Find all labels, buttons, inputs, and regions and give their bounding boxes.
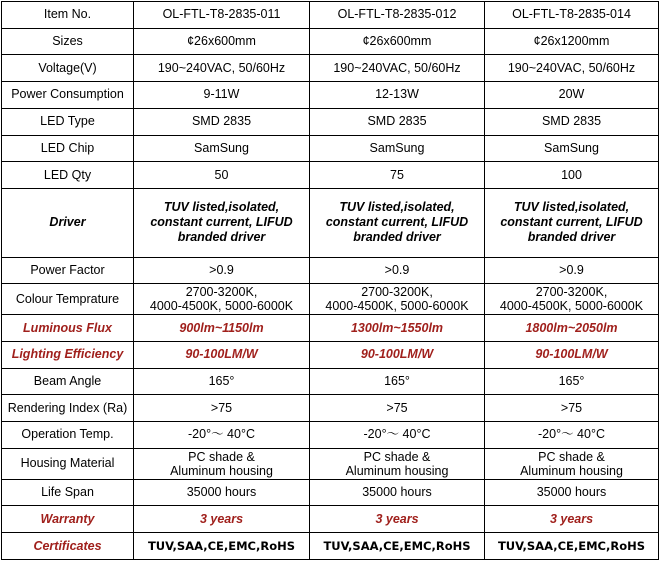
value-sizes-014: ¢26x1200mm bbox=[485, 28, 659, 55]
value-rendering-011: >75 bbox=[134, 395, 310, 422]
label-item-no: Item No. bbox=[2, 2, 134, 29]
driver-line: TUV listed,isolated, bbox=[339, 200, 455, 215]
value-housing-014 bbox=[485, 448, 659, 479]
row-power-factor bbox=[2, 257, 659, 284]
value-op-temp-012: -20°～ 40°C bbox=[310, 422, 485, 449]
row-beam-angle bbox=[2, 368, 659, 395]
driver-line: TUV listed,isolated, bbox=[513, 200, 630, 215]
row-power-consumption bbox=[2, 82, 659, 109]
driver-line: constant current, LIFUD bbox=[325, 215, 469, 230]
value-colour-temp-011 bbox=[134, 284, 310, 315]
value-led-type-011: SMD 2835 bbox=[134, 108, 310, 135]
row-led-chip bbox=[2, 135, 659, 162]
driver-line: TUV listed,isolated, bbox=[163, 200, 280, 215]
model-012: OL-FTL-T8-2835-012 bbox=[310, 2, 485, 29]
value-voltage-011: 190~240VAC, 50/60Hz bbox=[134, 55, 310, 82]
driver-line: branded driver bbox=[527, 230, 616, 245]
value-housing-011 bbox=[134, 448, 310, 479]
housing-line2: Aluminum housing bbox=[170, 463, 273, 478]
value-voltage-014: 190~240VAC, 50/60Hz bbox=[485, 55, 659, 82]
value-rendering-014: >75 bbox=[485, 395, 659, 422]
value-certificates-014: TUV,SAA,CE,EMC,RoHS bbox=[485, 533, 659, 560]
value-power-factor-014: >0.9 bbox=[485, 257, 659, 284]
driver-line: constant current, LIFUD bbox=[150, 215, 293, 230]
value-power-factor-011: >0.9 bbox=[134, 257, 310, 284]
value-led-qty-012: 75 bbox=[310, 162, 485, 189]
value-driver-012 bbox=[310, 188, 485, 257]
model-011: OL-FTL-T8-2835-011 bbox=[134, 2, 310, 29]
label-warranty: Warranty bbox=[2, 506, 134, 533]
value-driver-014 bbox=[485, 188, 659, 257]
label-lighting-efficiency: Lighting Efficiency bbox=[2, 342, 134, 369]
colour-temp-line1: 2700-3200K, bbox=[361, 285, 433, 300]
value-driver-011 bbox=[134, 188, 310, 257]
driver-line: constant current, LIFUD bbox=[500, 215, 643, 230]
value-life-span-014: 35000 hours bbox=[485, 479, 659, 506]
colour-temp-line2: 4000-4500K, 5000-6000K bbox=[149, 299, 294, 314]
value-beam-angle-014: 165° bbox=[485, 368, 659, 395]
value-flux-014: 1800lm~2050lm bbox=[485, 315, 659, 342]
label-led-type: LED Type bbox=[2, 108, 134, 135]
row-warranty bbox=[2, 506, 659, 533]
value-power-factor-012: >0.9 bbox=[310, 257, 485, 284]
value-housing-012 bbox=[310, 448, 485, 479]
colour-temp-line2: 4000-4500K, 5000-6000K bbox=[499, 299, 644, 314]
colour-temp-line1: 2700-3200K, bbox=[535, 285, 608, 300]
model-014: OL-FTL-T8-2835-014 bbox=[485, 2, 659, 29]
value-colour-temp-014 bbox=[485, 284, 659, 315]
value-rendering-012: >75 bbox=[310, 395, 485, 422]
row-rendering-index bbox=[2, 395, 659, 422]
housing-line1: PC shade & bbox=[363, 449, 431, 464]
label-rendering-index: Rendering Index (Ra) bbox=[2, 395, 134, 422]
row-luminous-flux bbox=[2, 315, 659, 342]
label-power-consumption: Power Consumption bbox=[2, 82, 134, 109]
row-driver bbox=[2, 188, 659, 257]
value-led-qty-011: 50 bbox=[134, 162, 310, 189]
label-operation-temp: Operation Temp. bbox=[2, 422, 134, 449]
value-beam-angle-011: 165° bbox=[134, 368, 310, 395]
label-led-chip: LED Chip bbox=[2, 135, 134, 162]
row-voltage bbox=[2, 55, 659, 82]
value-certificates-011: TUV,SAA,CE,EMC,RoHS bbox=[134, 533, 310, 560]
label-led-qty: LED Qty bbox=[2, 162, 134, 189]
value-power-012: 12-13W bbox=[310, 82, 485, 109]
label-certificates: Certificates bbox=[2, 533, 134, 560]
housing-line1: PC shade & bbox=[538, 449, 605, 464]
value-led-type-012: SMD 2835 bbox=[310, 108, 485, 135]
driver-line: branded driver bbox=[353, 230, 441, 245]
value-led-qty-014: 100 bbox=[485, 162, 659, 189]
label-luminous-flux: Luminous Flux bbox=[2, 315, 134, 342]
colour-temp-line1: 2700-3200K, bbox=[185, 285, 258, 300]
label-driver: Driver bbox=[2, 188, 134, 257]
housing-line1: PC shade & bbox=[188, 449, 255, 464]
driver-line: branded driver bbox=[177, 230, 266, 245]
value-colour-temp-012 bbox=[310, 284, 485, 315]
housing-line2: Aluminum housing bbox=[520, 463, 623, 478]
row-sizes bbox=[2, 28, 659, 55]
label-sizes: Sizes bbox=[2, 28, 134, 55]
label-power-factor: Power Factor bbox=[2, 257, 134, 284]
label-life-span: Life Span bbox=[2, 479, 134, 506]
row-led-qty bbox=[2, 162, 659, 189]
value-op-temp-014: -20°～ 40°C bbox=[485, 422, 659, 449]
value-beam-angle-012: 165° bbox=[310, 368, 485, 395]
value-efficiency-014: 90-100LM/W bbox=[485, 342, 659, 369]
spec-table bbox=[1, 1, 659, 560]
value-efficiency-011: 90-100LM/W bbox=[134, 342, 310, 369]
row-colour-temperature bbox=[2, 284, 659, 315]
value-led-type-014: SMD 2835 bbox=[485, 108, 659, 135]
row-life-span bbox=[2, 479, 659, 506]
row-housing-material bbox=[2, 448, 659, 479]
row-led-type bbox=[2, 108, 659, 135]
value-certificates-012: TUV,SAA,CE,EMC,RoHS bbox=[310, 533, 485, 560]
row-certificates bbox=[2, 533, 659, 560]
value-flux-011: 900lm~1150lm bbox=[134, 315, 310, 342]
row-lighting-efficiency bbox=[2, 342, 659, 369]
value-life-span-011: 35000 hours bbox=[134, 479, 310, 506]
colour-temp-line2: 4000-4500K, 5000-6000K bbox=[325, 299, 469, 314]
housing-line2: Aluminum housing bbox=[345, 463, 449, 478]
value-power-014: 20W bbox=[485, 82, 659, 109]
label-colour-temperature: Colour Temprature bbox=[2, 284, 134, 315]
value-led-chip-014: SamSung bbox=[485, 135, 659, 162]
value-flux-012: 1300lm~1550lm bbox=[310, 315, 485, 342]
value-warranty-014: 3 years bbox=[485, 506, 659, 533]
value-led-chip-011: SamSung bbox=[134, 135, 310, 162]
value-power-011: 9-11W bbox=[134, 82, 310, 109]
value-sizes-011: ¢26x600mm bbox=[134, 28, 310, 55]
value-efficiency-012: 90-100LM/W bbox=[310, 342, 485, 369]
label-beam-angle: Beam Angle bbox=[2, 368, 134, 395]
row-item-no bbox=[2, 2, 659, 29]
value-op-temp-011: -20°～ 40°C bbox=[134, 422, 310, 449]
value-led-chip-012: SamSung bbox=[310, 135, 485, 162]
value-warranty-011: 3 years bbox=[134, 506, 310, 533]
label-voltage: Voltage(V) bbox=[2, 55, 134, 82]
value-life-span-012: 35000 hours bbox=[310, 479, 485, 506]
value-voltage-012: 190~240VAC, 50/60Hz bbox=[310, 55, 485, 82]
value-warranty-012: 3 years bbox=[310, 506, 485, 533]
label-housing-material: Housing Material bbox=[2, 448, 134, 479]
value-sizes-012: ¢26x600mm bbox=[310, 28, 485, 55]
row-operation-temp bbox=[2, 422, 659, 449]
